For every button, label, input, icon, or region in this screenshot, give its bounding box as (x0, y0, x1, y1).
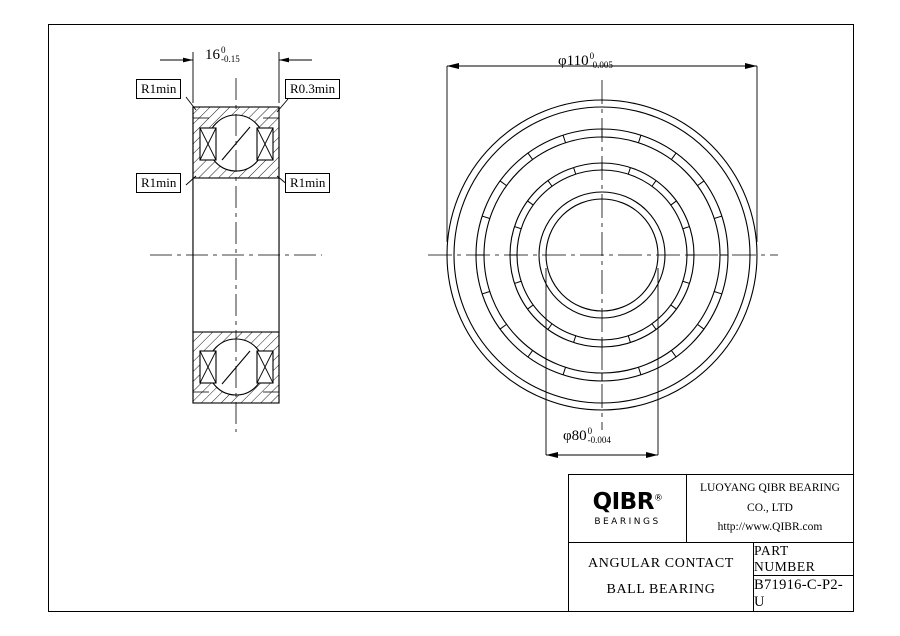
title-block (568, 474, 854, 612)
bore-dia-upper-tol: 0 (587, 426, 593, 436)
company-url: http://www.QIBR.com (717, 521, 823, 534)
callout-r1min-top-left: R1min (136, 79, 181, 99)
logo-wordmark: QIBR® (592, 488, 663, 515)
bore-dia-nominal: 80 (571, 427, 587, 444)
front-centerline (428, 80, 778, 430)
company-info (687, 479, 853, 538)
section-centerline (150, 78, 322, 432)
outer-dia-lower-tol: -0.005 (589, 60, 613, 71)
product-description (569, 543, 754, 611)
logo-subtitle: BEARINGS (594, 516, 661, 527)
width-dimension-label (205, 46, 240, 65)
part-number-section (754, 543, 853, 611)
callout-r1min-mid-left: R1min (136, 173, 181, 193)
callout-r1min-mid-right: R1min (285, 173, 330, 193)
title-block-header (569, 475, 853, 543)
outer-dia-upper-tol: 0 (589, 51, 595, 61)
product-description-line2: BALL BEARING (606, 582, 716, 597)
title-block-body (569, 543, 853, 611)
company-name: LUOYANG QIBR BEARING CO., LTD (700, 482, 840, 514)
width-nominal: 16 (205, 46, 220, 63)
registered-trademark-icon: ® (653, 492, 663, 503)
product-description-line1: ANGULAR CONTACT (588, 556, 734, 572)
width-upper-tol: 0 (221, 45, 226, 55)
outer-dia-symbol: φ (558, 52, 567, 69)
part-number-label: PART NUMBER (754, 543, 853, 576)
bore-dia-lower-tol: -0.004 (587, 435, 611, 446)
callout-r03min-top-right: R0.3min (285, 79, 340, 99)
outer-diameter-label (558, 52, 613, 71)
width-lower-tol: -0.15 (221, 54, 240, 65)
company-logo (569, 475, 687, 542)
bore-dia-symbol: φ (563, 427, 572, 444)
outer-dia-nominal: 110 (566, 52, 589, 69)
bore-diameter-label (563, 427, 611, 446)
part-number-value: B71916-C-P2-U (754, 576, 843, 610)
